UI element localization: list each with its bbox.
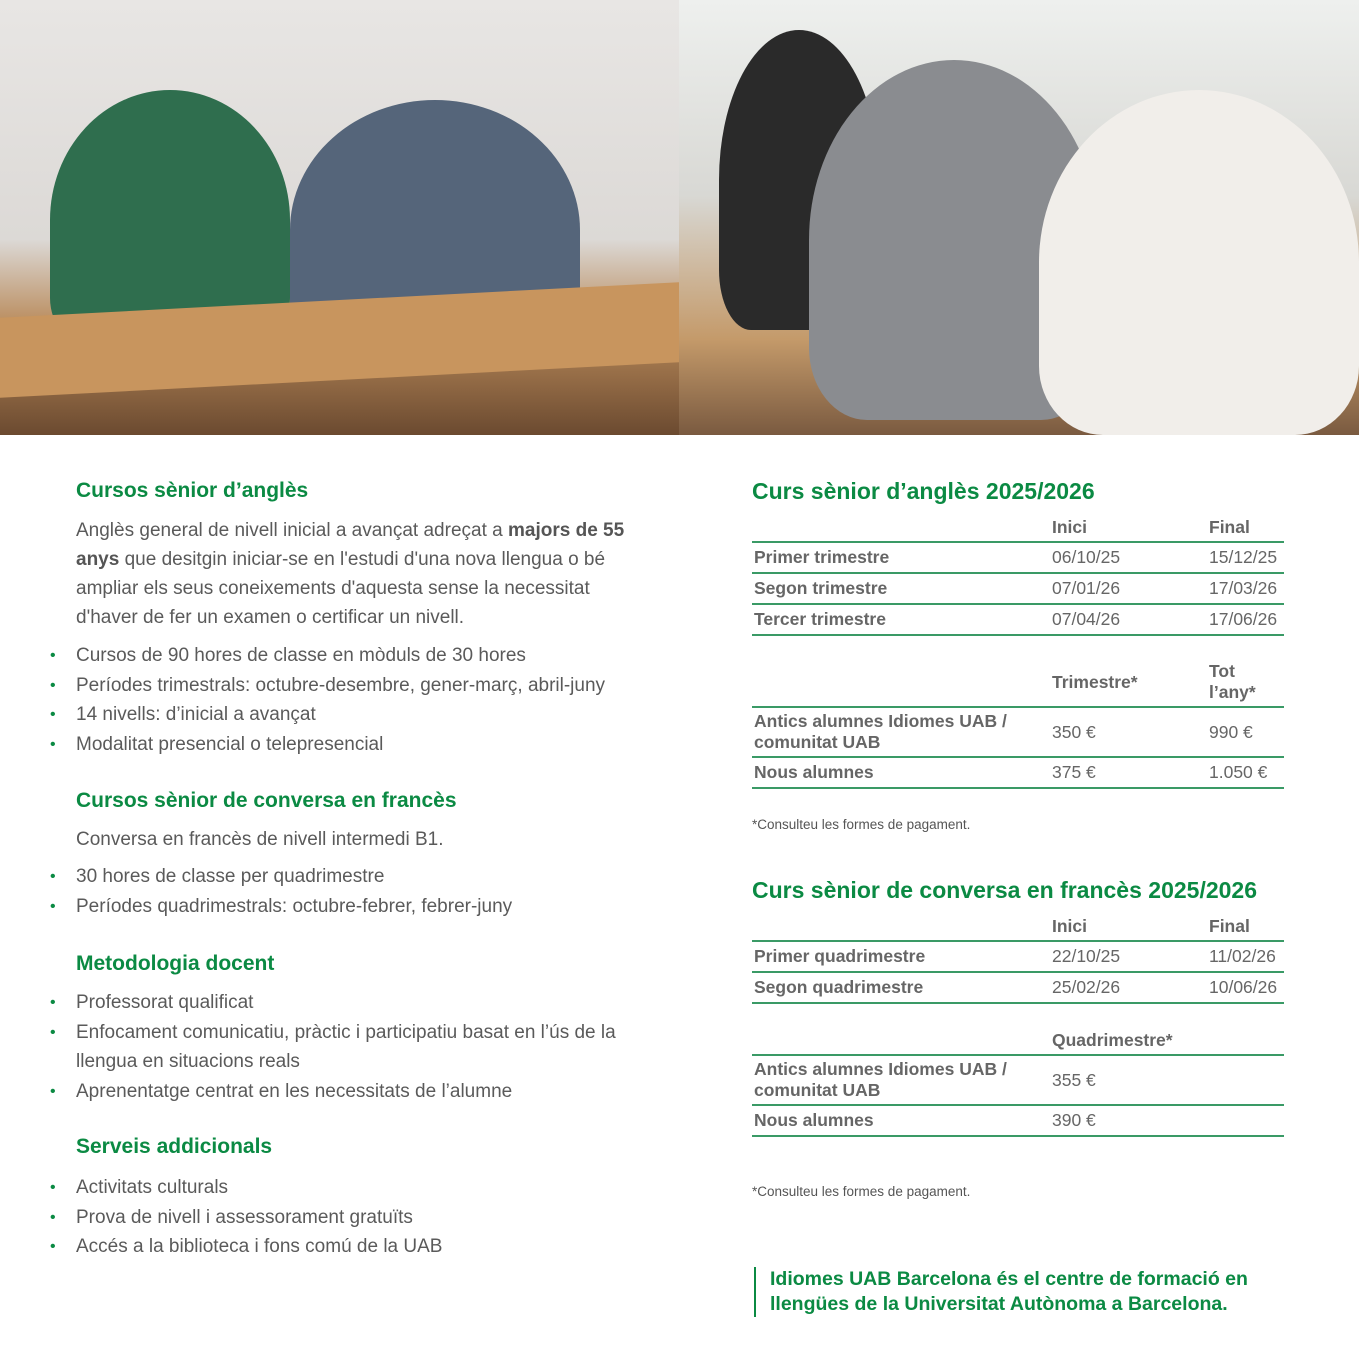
table-cell: 17/03/26 xyxy=(1207,573,1284,604)
english-schedule-title: Curs sènior d’anglès 2025/2026 xyxy=(752,478,1095,504)
column-header: Final xyxy=(1207,513,1284,542)
table-cell: Nous alumnes xyxy=(752,757,1050,788)
english-prices-table xyxy=(752,658,1284,789)
column-header: Inici xyxy=(1050,912,1207,941)
list-item: • Períodes trimestrals: octubre-desembre, gener-març, abril-juny xyxy=(50,671,660,701)
table-cell: 15/12/25 xyxy=(1207,542,1284,573)
table-header xyxy=(752,1026,1284,1055)
table-cell: 06/10/25 xyxy=(1050,542,1207,573)
table-cell: 17/06/26 xyxy=(1207,604,1284,635)
table-row xyxy=(752,542,1284,573)
column-header xyxy=(752,912,1050,941)
table-cell: 350 € xyxy=(1050,707,1207,757)
table-row xyxy=(752,707,1284,757)
table-cell: 22/10/25 xyxy=(1050,941,1207,972)
list-item: • Enfocament comunicatiu, pràctic i participatiu basat en l’ús de la llengua en situacions reals xyxy=(50,1018,660,1077)
english-bullets xyxy=(50,641,660,759)
french-bullets xyxy=(50,862,660,921)
list-item: • 14 nivells: d’inicial a avançat xyxy=(50,700,660,730)
list-item: • Accés a la biblioteca i fons comú de la UAB xyxy=(50,1232,660,1262)
column-header: Quadrimestre* xyxy=(1050,1026,1207,1055)
table-cell: 11/02/26 xyxy=(1207,941,1284,972)
photo-students-reading xyxy=(0,0,679,435)
table-header xyxy=(752,658,1284,707)
table-cell: Segon trimestre xyxy=(752,573,1050,604)
list-item: • Aprenentatge centrat en les necessitats de l’alumne xyxy=(50,1077,660,1107)
table-cell: 355 € xyxy=(1050,1055,1207,1105)
table-cell xyxy=(1207,1105,1284,1136)
table-cell: 990 € xyxy=(1207,707,1284,757)
column-header xyxy=(752,513,1050,542)
column-header xyxy=(752,658,1050,707)
payment-note: *Consulteu les formes de pagament. xyxy=(752,1184,971,1199)
column-header xyxy=(752,1026,1050,1055)
table-cell: Antics alumnes Idiomes UAB / comunitat UAB xyxy=(752,707,1050,757)
table-cell: 07/04/26 xyxy=(1050,604,1207,635)
table-header xyxy=(752,513,1284,542)
table-cell: 25/02/26 xyxy=(1050,972,1207,1003)
table-header xyxy=(752,912,1284,941)
table-cell: Segon quadrimestre xyxy=(752,972,1050,1003)
list-item: • Cursos de 90 hores de classe en mòduls de 30 hores xyxy=(50,641,660,671)
table-cell: Nous alumnes xyxy=(752,1105,1050,1136)
column-header: Final xyxy=(1207,912,1284,941)
table-cell: 10/06/26 xyxy=(1207,972,1284,1003)
heading-french-courses: Cursos sènior de conversa en francès xyxy=(76,789,457,812)
french-prices-table xyxy=(752,1026,1284,1137)
table-cell: 07/01/26 xyxy=(1050,573,1207,604)
column-header xyxy=(1207,1026,1284,1055)
footer-statement: Idiomes UAB Barcelona és el centre de formació en llengües de la Universitat Autònoma a Barcelona. xyxy=(754,1267,1294,1317)
list-item: • Prova de nivell i assessorament gratuïts xyxy=(50,1203,660,1233)
table-cell: 375 € xyxy=(1050,757,1207,788)
table-row xyxy=(752,604,1284,635)
table-cell: Primer trimestre xyxy=(752,542,1050,573)
column-header: Inici xyxy=(1050,513,1207,542)
table-row xyxy=(752,941,1284,972)
table-cell: Tercer trimestre xyxy=(752,604,1050,635)
heading-methodology: Metodologia docent xyxy=(76,952,275,975)
english-dates-table xyxy=(752,513,1284,636)
services-bullets xyxy=(50,1173,660,1262)
table-cell: Antics alumnes Idiomes UAB / comunitat UAB xyxy=(752,1055,1050,1105)
list-item: • Professorat qualificat xyxy=(50,988,660,1018)
english-intro: Anglès general de nivell inicial a avançat adreçat a majors de 55 anys que desitgin iniciar-se en l'estudi d'una nova llengua o bé ampliar els seus coneixements d'aquesta sense la necessitat d'haver de fer un examen o certificar un nivell. xyxy=(76,520,625,628)
table-row xyxy=(752,1055,1284,1105)
list-item: • Modalitat presencial o telepresencial xyxy=(50,730,660,760)
list-item: • Activitats culturals xyxy=(50,1173,660,1203)
payment-note: *Consulteu les formes de pagament. xyxy=(752,817,971,832)
column-header: Trimestre* xyxy=(1050,658,1207,707)
table-cell xyxy=(1207,1055,1284,1105)
table-row xyxy=(752,757,1284,788)
table-cell: 1.050 € xyxy=(1207,757,1284,788)
column-header: Tot l’any* xyxy=(1207,658,1284,707)
table-cell: 390 € xyxy=(1050,1105,1207,1136)
heading-additional-services: Serveis addicionals xyxy=(76,1135,273,1158)
photo-students-smiling xyxy=(679,0,1359,435)
table-row xyxy=(752,573,1284,604)
table-cell: Primer quadrimestre xyxy=(752,941,1050,972)
french-dates-table xyxy=(752,912,1284,1004)
methodology-bullets xyxy=(50,988,660,1106)
french-intro: Conversa en francès de nivell intermedi B1. xyxy=(76,829,444,850)
table-row xyxy=(752,1105,1284,1136)
list-item: • 30 hores de classe per quadrimestre xyxy=(50,862,660,892)
table-row xyxy=(752,972,1284,1003)
french-schedule-title: Curs sènior de conversa en francès 2025/2026 xyxy=(752,877,1258,903)
heading-english-courses: Cursos sènior d’anglès xyxy=(76,479,309,502)
list-item: • Períodes quadrimestrals: octubre-febrer, febrer-juny xyxy=(50,892,660,922)
